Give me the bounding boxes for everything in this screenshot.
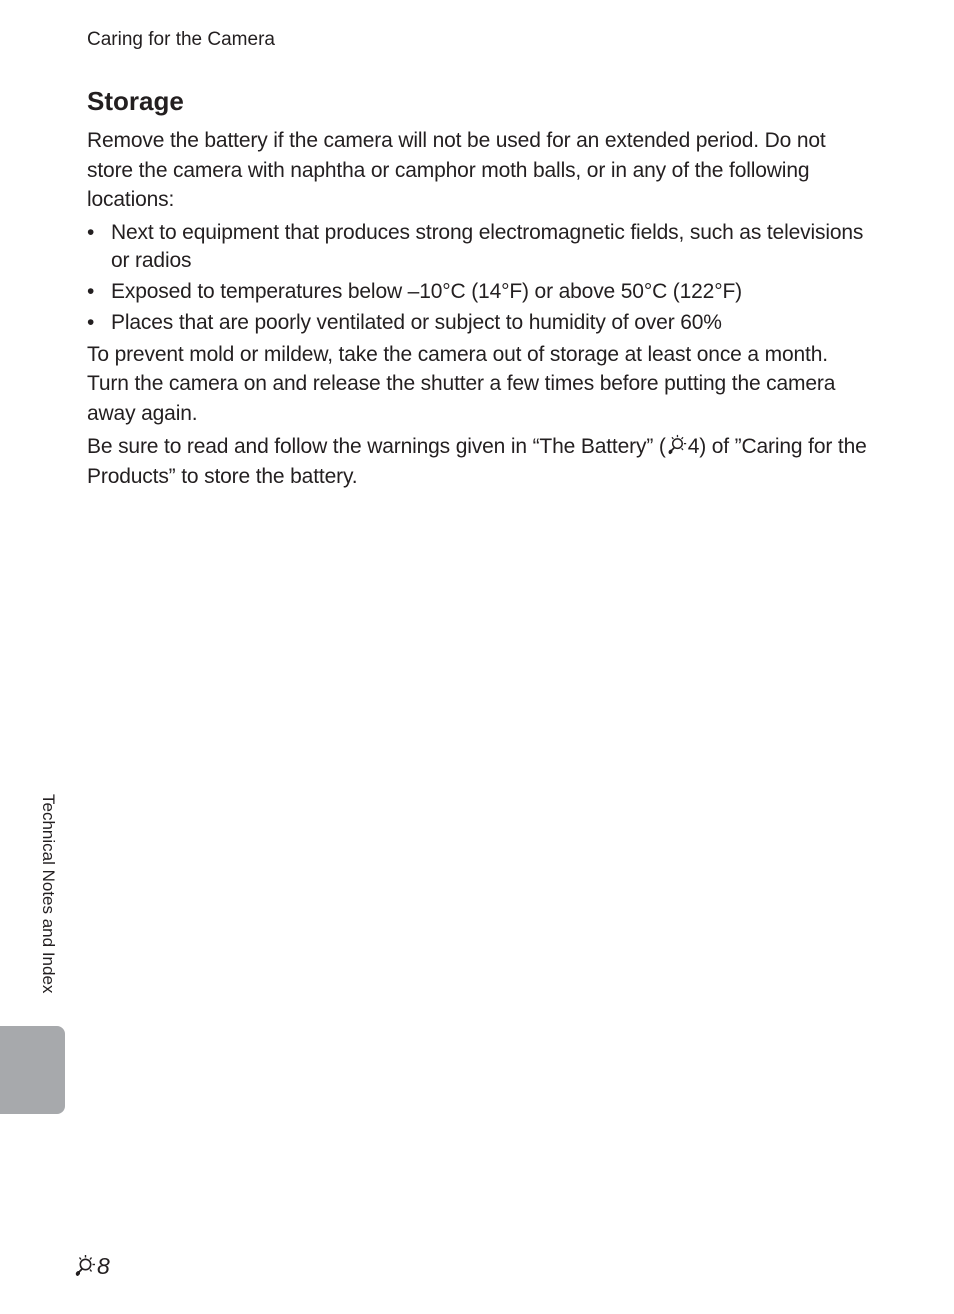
section-heading: Storage [87,86,184,116]
technical-notes-icon [73,1254,97,1278]
storage-locations-list [87,219,867,337]
page-number [73,1252,110,1280]
storage-section [87,84,867,495]
technical-notes-icon [666,434,688,456]
list-item [87,278,867,306]
list-item-text: Places that are poorly ventilated or subject to humidity of over 60% [111,310,722,334]
list-item-text: Next to equipment that produces strong electromagnetic fields, such as televisions or radios [111,220,864,272]
battery-ref-page: 4 [687,435,700,458]
bullet-icon: • [87,279,95,303]
bullet-icon: • [87,310,95,334]
battery-note-text-after: ) of ”Caring for the Products” to store the battery. [87,435,867,488]
battery-note-text-before: Be sure to read and follow the warnings given in “The Battery” ( [87,435,666,458]
side-tab-label: Technical Notes and Index [39,794,58,994]
list-item [87,309,867,337]
mold-paragraph: To prevent mold or mildew, take the camera out of storage at least once a month. Turn the camera on and release the shutter a few times before putting the camera away again. [87,342,836,425]
intro-paragraph: Remove the battery if the camera will not be used for an extended period. Do not store the camera with naphtha or camphor moth balls, or in any of the following locations: [87,129,826,211]
side-tab-marker [0,1026,65,1114]
list-item-text: Exposed to temperatures below –10°C (14°F) or above 50°C (122°F) [111,279,742,303]
bullet-icon: • [87,220,95,244]
list-item [87,219,867,275]
battery-page-reference[interactable] [666,435,700,458]
running-header: Caring for the Camera [87,29,275,50]
battery-note-paragraph [87,432,867,491]
page-number-value: 8 [97,1253,110,1279]
